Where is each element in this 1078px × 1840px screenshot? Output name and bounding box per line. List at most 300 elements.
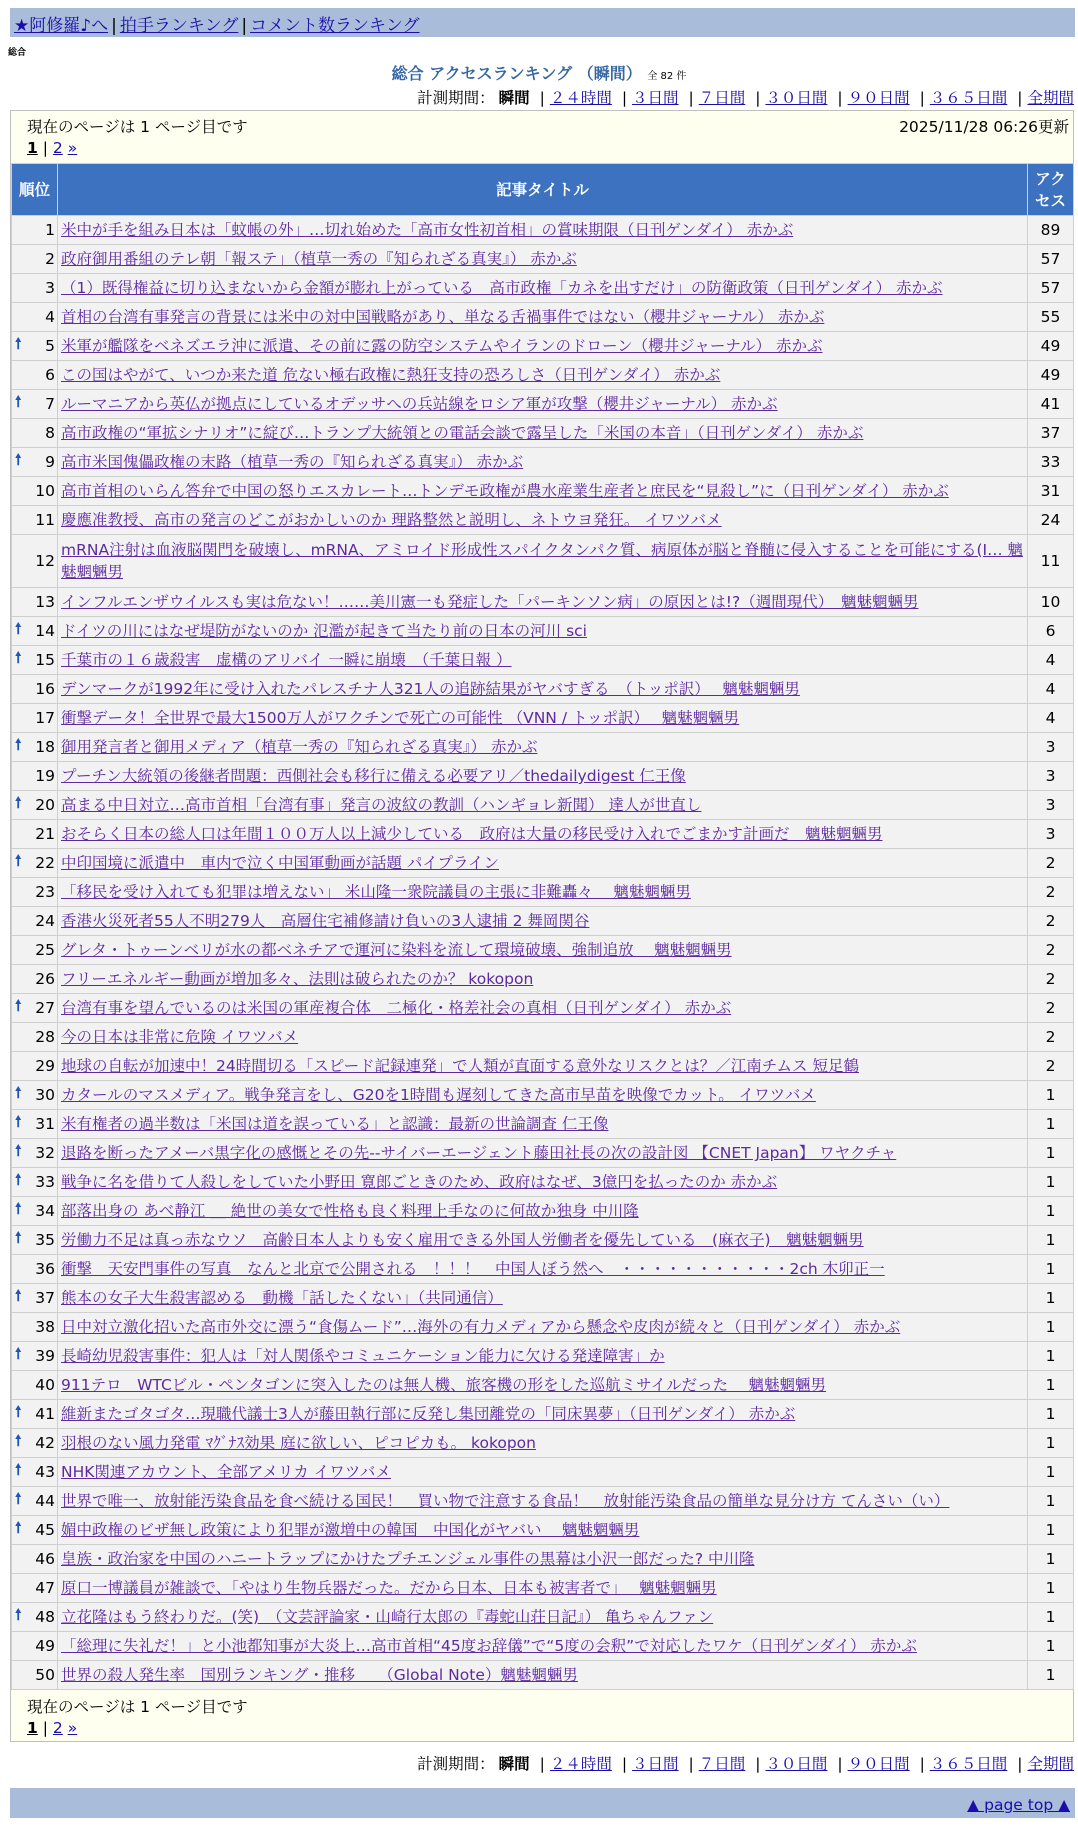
article-title-link[interactable]: 米有権者の過半数は「米国は道を誤っている」と認識：最新の世論調査 仁王像 [61, 1115, 609, 1133]
article-title-link[interactable]: ドイツの川にはなぜ堤防がないのか 氾濫が起きて当たり前の日本の河川 sci [61, 622, 587, 640]
ranking-table-body [12, 216, 1074, 1690]
rank-cell [12, 361, 58, 390]
rank-number: 37 [35, 1289, 55, 1307]
rank-number: 44 [35, 1492, 55, 1510]
rank-cell [12, 1168, 58, 1197]
period-7d-link[interactable]: ７日間 [698, 1755, 746, 1773]
table-row [12, 936, 1074, 965]
article-title-link[interactable]: 衝撃 天安門事件の写真 なんと北京で公開される ！！！ 中国人ぼう然へ ・・・・・・・・・・・2ch 木卯正一 [61, 1260, 885, 1278]
table-row [12, 762, 1074, 791]
article-title-link[interactable]: 高市首相のいらん答弁で中国の怒りエスカレート…トンデモ政権が農水産業生産者と庶民を“見殺し”に（日刊ゲンダイ） 赤かぶ [61, 482, 949, 500]
table-row [12, 965, 1074, 994]
title-cell [58, 1255, 1028, 1284]
title-cell [58, 1487, 1028, 1516]
rank-cell [12, 1516, 58, 1545]
title-cell [58, 1023, 1028, 1052]
rank-cell [12, 303, 58, 332]
access-count: 6 [1028, 617, 1074, 646]
up-arrow-icon: 🠕 [15, 1228, 22, 1247]
up-arrow-icon: 🠕 [15, 1141, 22, 1160]
period-separator: | [539, 89, 545, 107]
article-title-link[interactable]: 維新またゴタゴタ…現職代議士3人が藤田執行部に反発し集団離党の「同床異夢」（日刊ゲンダイ） 赤かぶ [61, 1405, 796, 1423]
access-count: 3 [1028, 791, 1074, 820]
article-title-link[interactable]: 香港火災死者55人不明279人 高層住宅補修請け負いの3人逮捕 2 舞岡関谷 [61, 912, 590, 930]
table-row [12, 588, 1074, 617]
period-all-link[interactable]: 全期間 [1027, 89, 1074, 107]
rank-number: 33 [35, 1173, 55, 1191]
up-arrow-icon: 🠕 [15, 1344, 22, 1363]
access-count: 41 [1028, 390, 1074, 419]
article-title-link[interactable]: 慶應准教授、高市の発言のどこがおかしいのか 理路整然と説明し、ネトウヨ発狂。 イワツバメ [61, 511, 722, 529]
rank-cell [12, 1487, 58, 1516]
rank-number: 19 [35, 767, 55, 785]
table-row [12, 1168, 1074, 1197]
article-title-link[interactable]: 今の日本は非常に危険 イワツバメ [61, 1028, 299, 1046]
access-count: 33 [1028, 448, 1074, 477]
access-count: 1 [1028, 1429, 1074, 1458]
article-title-link[interactable]: フリーエネルギー動画が増加多々、法則は破られたのか？ kokopon [61, 970, 534, 988]
period-3d-link[interactable]: ３日間 [632, 1755, 679, 1773]
rank-cell [12, 506, 58, 535]
title-cell [58, 390, 1028, 419]
table-row [12, 419, 1074, 448]
rank-number: 14 [35, 622, 55, 640]
rank-cell [12, 390, 58, 419]
title-cell [58, 704, 1028, 733]
rank-number: 26 [35, 970, 55, 988]
pager-bottom: 1 | 2 » [27, 1719, 78, 1737]
access-count: 1 [1028, 1284, 1074, 1313]
rank-cell [12, 791, 58, 820]
table-row [12, 1661, 1074, 1690]
home-link[interactable]: ★阿修羅♪へ [14, 16, 109, 36]
rank-number: 13 [35, 593, 55, 611]
article-title-link[interactable]: mRNA注射は血液脳関門を破壊し、mRNA、アミロイド形成性スパイクタンパク質、病原体が脳と脊髄に侵入することを可能にする(I… 魑魅魍魎男 [61, 541, 1024, 581]
up-arrow-icon: 🠕 [15, 735, 22, 754]
rank-number: 16 [35, 680, 55, 698]
rank-cell [12, 477, 58, 506]
period-90d-link[interactable]: ９０日間 [847, 89, 910, 107]
period-separator: | [755, 1755, 761, 1773]
rank-number: 15 [35, 651, 55, 669]
article-title-link[interactable]: 退路を断ったアメーバ黒字化の感慨とその先--サイバーエージェント藤田社長の次の設計図 【CNET Japan】 ワヤクチャ [61, 1144, 897, 1162]
rank-number: 41 [35, 1405, 55, 1423]
rank-number: 50 [35, 1666, 55, 1684]
period-separator: | [621, 1755, 628, 1773]
title-cell [58, 1226, 1028, 1255]
rank-cell [12, 419, 58, 448]
up-arrow-icon: 🠕 [15, 1170, 22, 1189]
rank-number: 46 [35, 1550, 55, 1568]
rank-number: 5 [45, 337, 55, 355]
title-column-header: 記事タイトル [58, 164, 1028, 216]
access-count: 1 [1028, 1516, 1074, 1545]
table-row [12, 245, 1074, 274]
rank-number: 43 [35, 1463, 55, 1481]
period-7d-link[interactable]: ７日間 [698, 89, 746, 107]
article-title-link[interactable]: NHK関連アカウント、全部アメリカ イワツバメ [61, 1463, 391, 1481]
period-24h-link[interactable]: ２４時間 [549, 89, 612, 107]
article-title-link[interactable]: 立花隆はもう終わりだ。(笑) （文芸評論家・山崎行太郎の『毒蛇山荘日記』） 亀ちゃんファン [61, 1608, 714, 1626]
page-top-link[interactable]: ▲ page top ▲ [967, 1796, 1070, 1814]
title-cell [58, 849, 1028, 878]
rank-number: 21 [35, 825, 55, 843]
access-count: 31 [1028, 477, 1074, 506]
up-arrow-icon: 🠕 [15, 648, 22, 667]
rank-cell [12, 1023, 58, 1052]
table-header-row [12, 164, 1074, 216]
period-365d-link[interactable]: ３６５日間 [929, 89, 1008, 107]
title-cell [58, 1197, 1028, 1226]
title-cell [58, 419, 1028, 448]
table-row [12, 675, 1074, 704]
rank-number: 22 [35, 854, 55, 872]
pager-page-2-link[interactable]: 2 [52, 1719, 63, 1737]
access-count: 1 [1028, 1574, 1074, 1603]
rank-number: 12 [35, 552, 55, 570]
period-24h-link[interactable]: ２４時間 [549, 1755, 612, 1773]
rank-number: 10 [35, 482, 55, 500]
rank-cell [12, 1661, 58, 1690]
updated-time: 2025/11/28 06:26更新 [899, 118, 1069, 136]
rank-number: 17 [35, 709, 55, 727]
title-cell [58, 762, 1028, 791]
access-count: 2 [1028, 1052, 1074, 1081]
rank-number: 45 [35, 1521, 55, 1539]
period-separator: | [919, 89, 925, 107]
table-row [12, 1603, 1074, 1632]
title-cell [58, 588, 1028, 617]
title-cell [58, 994, 1028, 1023]
rank-cell [12, 1081, 58, 1110]
rank-cell [12, 704, 58, 733]
article-title-link[interactable]: ルーマニアから英仏が拠点にしているオデッサへの兵站線をロシア軍が攻撃（櫻井ジャーナル） 赤かぶ [61, 395, 778, 413]
rank-cell [12, 675, 58, 704]
access-column-header: アクセス [1028, 164, 1074, 216]
rank-cell [12, 1545, 58, 1574]
title-cell [58, 1516, 1028, 1545]
article-title-link[interactable]: 政府御用番組のテレ朝「報ステ」（植草一秀の『知られざる真実』） 赤かぶ [61, 250, 577, 268]
nav-separator: | [241, 16, 248, 36]
period-30d-link[interactable]: ３０日間 [765, 1755, 828, 1773]
article-title-link[interactable]: インフルエンザウイルスも実は危ない！……美川憲一も発症した「パーキンソン病」の原因とは!?（週間現代） 魑魅魍魎男 [61, 593, 919, 611]
article-title-link[interactable]: 媚中政権のビザ無し政策により犯罪が激増中の韓国 中国化がヤバい 魑魅魍魎男 [61, 1521, 640, 1539]
rank-column-header: 順位 [12, 164, 58, 216]
rank-number: 3 [45, 279, 55, 297]
table-row [12, 1255, 1074, 1284]
up-arrow-icon: 🠕 [15, 450, 22, 469]
table-row [12, 849, 1074, 878]
rank-cell [12, 274, 58, 303]
pager-current: 1 [27, 1719, 38, 1737]
rank-cell [12, 1342, 58, 1371]
rank-cell [12, 878, 58, 907]
article-title-link[interactable]: 米中が手を組み日本は「蚊帳の外」…切れ始めた「高市女性初首相」の賞味期限（日刊ゲンダイ） 赤かぶ [61, 221, 794, 239]
period-90d-link[interactable]: ９０日間 [847, 1755, 910, 1773]
article-title-link[interactable]: 戦争に名を借りて人殺しをしていた小野田 寛郎ごときのため、政府はなぜ、3億円を払ったのか 赤かぶ [61, 1173, 778, 1191]
rank-cell [12, 994, 58, 1023]
item-count: 全 82 件 [647, 71, 687, 82]
rank-cell [12, 1226, 58, 1255]
article-title-link[interactable]: 労働力不足は真っ赤なウソ 高齢日本人よりも安く雇用できる外国人労働者を優先している (麻衣子) 魑魅魍魎男 [61, 1231, 864, 1249]
table-row [12, 733, 1074, 762]
clap-ranking-link[interactable]: 拍手ランキング [119, 16, 239, 36]
rank-cell [12, 1110, 58, 1139]
rank-cell [12, 617, 58, 646]
title-cell [58, 1052, 1028, 1081]
access-count: 1 [1028, 1632, 1074, 1661]
article-title-link[interactable]: 高まる中日対立…高市首相「台湾有事」発言の波紋の教訓（ハンギョレ新聞） 達人が世直し [61, 796, 702, 814]
table-row [12, 535, 1074, 588]
table-row [12, 1458, 1074, 1487]
rank-number: 48 [35, 1608, 55, 1626]
article-title-link[interactable]: 中印国境に派遣中 車内で泣く中国軍動画が話題 パイプライン [61, 854, 499, 872]
article-title-link[interactable]: 皇族・政治家を中国のハニートラップにかけたプチエンジェル事件の黒幕は小沢一郎だった? 中川隆 [61, 1550, 755, 1568]
rank-number: 7 [45, 395, 55, 413]
comment-ranking-link[interactable]: コメント数ランキング [250, 16, 420, 36]
bottom-bar [10, 1788, 1075, 1818]
article-title-link[interactable]: 世界の殺人発生率 国別ランキング・推移 （Global Note）魑魅魍魎男 [61, 1666, 578, 1684]
period-separator: | [755, 89, 761, 107]
rank-number: 11 [35, 511, 55, 529]
article-title-link[interactable]: 原口一博議員が雑談で、「やはり生物兵器だった。だから日本、日本も被害者で」 魑魅魍魎男 [61, 1579, 717, 1597]
period-separator: | [837, 89, 843, 107]
title-cell [58, 1110, 1028, 1139]
rank-cell [12, 535, 58, 588]
rank-number: 28 [35, 1028, 55, 1046]
rank-number: 27 [35, 999, 55, 1017]
article-title-link[interactable]: 高市政権の“軍拡シナリオ”に綻び…トランプ大統領との電話会談で露呈した「米国の本音」（日刊ゲンダイ） 赤かぶ [61, 424, 864, 442]
access-count: 1 [1028, 1110, 1074, 1139]
access-count: 4 [1028, 646, 1074, 675]
category-label: 総合 [8, 48, 27, 58]
article-title-link[interactable]: 世界で唯一、放射能汚染食品を食べ続ける国民！ 買い物で注意する食品！ 放射能汚染食品の簡単な見分け方 てんさい（い） [61, 1492, 950, 1510]
table-row [12, 617, 1074, 646]
access-count: 11 [1028, 535, 1074, 588]
article-title-link[interactable]: （1）既得権益に切り込まないから金額が膨れ上がっている 高市政権「カネを出すだけ」の防衛政策（日刊ゲンダイ） 赤かぶ [61, 279, 943, 297]
rank-cell [12, 588, 58, 617]
rank-cell [12, 1429, 58, 1458]
access-count: 1 [1028, 1545, 1074, 1574]
access-count: 2 [1028, 878, 1074, 907]
rank-number: 25 [35, 941, 55, 959]
article-title-link[interactable]: 地球の自転が加速中！24時間切る「スピード記録連発」で人類が直面する意外なリスクとは？／江南チムス 短足鶴 [61, 1057, 859, 1075]
article-title-link[interactable]: おそらく日本の総人口は年間１００万人以上減少している 政府は大量の移民受け入れでごまかす計画だ 魑魅魍魎男 [61, 825, 883, 843]
table-row [12, 1342, 1074, 1371]
article-title-link[interactable]: 日中対立激化招いた高市外交に漂う“食傷ムード”…海外の有力メディアから懸念や皮肉が続々と（日刊ゲンダイ） 赤かぶ [61, 1318, 901, 1336]
rank-number: 40 [35, 1376, 55, 1394]
article-title-link[interactable]: 衝撃データ！全世界で最大1500万人がワクチンで死亡の可能性 （VNN / トッポ訳） 魑魅魍魎男 [61, 709, 740, 727]
rank-number: 39 [35, 1347, 55, 1365]
article-title-link[interactable]: デンマークが1992年に受け入れたパレスチナ人321人の追跡結果がヤバすぎる （トッポ訳） 魑魅魍魎男 [61, 680, 800, 698]
title-cell [58, 506, 1028, 535]
table-row [12, 390, 1074, 419]
title-cell [58, 245, 1028, 274]
rank-number: 29 [35, 1057, 55, 1075]
article-title-link[interactable]: 部落出身の あべ静江 ＿ 絶世の美女で性格も良く料理上手なのに何故か独身 中川隆 [61, 1202, 639, 1220]
period-365d-link[interactable]: ３６５日間 [929, 1755, 1008, 1773]
period-all-link[interactable]: 全期間 [1027, 1755, 1074, 1773]
article-title-link[interactable]: 「総理に失礼だ！」と小池都知事が大炎上…高市首相“45度お辞儀”で“5度の会釈”で対応したワケ（日刊ゲンダイ） 赤かぶ [61, 1637, 917, 1655]
up-arrow-icon: 🠕 [15, 851, 22, 870]
period-selector-bottom [417, 1752, 1074, 1774]
table-row [12, 1313, 1074, 1342]
article-title-link[interactable]: 羽根のない風力発電 ﾏｸﾞﾅｽ効果 庭に欲しい、ピコピカも。 kokopon [61, 1434, 536, 1452]
table-row [12, 878, 1074, 907]
ranking-panel [10, 110, 1074, 1742]
table-row [12, 477, 1074, 506]
table-row [12, 506, 1074, 535]
access-count: 3 [1028, 762, 1074, 791]
access-count: 1 [1028, 1313, 1074, 1342]
rank-cell [12, 762, 58, 791]
title-cell [58, 733, 1028, 762]
article-title-link[interactable]: この国はやがて、いつか来た道 危ない極右政権に熱狂支持の恐ろしさ（日刊ゲンダイ） 赤かぶ [61, 366, 721, 384]
access-count: 2 [1028, 1023, 1074, 1052]
title-cell [58, 274, 1028, 303]
title-cell [58, 1429, 1028, 1458]
period-30d-link[interactable]: ３０日間 [765, 89, 828, 107]
access-count: 37 [1028, 419, 1074, 448]
table-row [12, 274, 1074, 303]
rank-number: 6 [45, 366, 55, 384]
title-cell [58, 1284, 1028, 1313]
table-row [12, 791, 1074, 820]
rank-number: 32 [35, 1144, 55, 1162]
rank-number: 24 [35, 912, 55, 930]
rank-cell [12, 907, 58, 936]
article-title-link[interactable]: 千葉市の１６歳殺害 虚構のアリバイ 一瞬に崩壊 （千葉日報 ） [61, 651, 512, 669]
rank-number: 30 [35, 1086, 55, 1104]
period-separator: | [1017, 1755, 1023, 1773]
pager-page-2-link[interactable]: 2 [52, 139, 63, 157]
access-count: 4 [1028, 704, 1074, 733]
page-title-text: 総合 アクセスランキング （瞬間） [391, 64, 642, 83]
access-count: 2 [1028, 936, 1074, 965]
access-count: 2 [1028, 907, 1074, 936]
pager-next-link[interactable]: » [67, 1719, 78, 1737]
table-row [12, 646, 1074, 675]
access-count: 49 [1028, 361, 1074, 390]
period-separator: | [688, 89, 694, 107]
rank-number: 49 [35, 1637, 55, 1655]
period-selector-top [417, 86, 1074, 108]
up-arrow-icon: 🠕 [15, 1518, 22, 1537]
period-separator: | [539, 1755, 545, 1773]
up-arrow-icon: 🠕 [15, 996, 22, 1015]
article-title-link[interactable]: カタールのマスメディア。戦争発言をし、G20を1時間も遅刻してきた高市早苗を映像でカット。 イワツバメ [61, 1086, 816, 1104]
rank-cell [12, 1632, 58, 1661]
article-title-link[interactable]: 高市米国傀儡政権の末路（植草一秀の『知られざる真実』） 赤かぶ [61, 453, 524, 471]
access-count: 2 [1028, 994, 1074, 1023]
table-row [12, 1429, 1074, 1458]
access-count: 4 [1028, 675, 1074, 704]
access-count: 1 [1028, 1139, 1074, 1168]
table-row [12, 820, 1074, 849]
title-cell [58, 878, 1028, 907]
access-count: 49 [1028, 332, 1074, 361]
article-title-link[interactable]: 台湾有事を望んでいるのは米国の軍産複合体 二極化・格差社会の真相（日刊ゲンダイ） 赤かぶ [61, 999, 732, 1017]
up-arrow-icon: 🠕 [15, 1112, 22, 1131]
rank-number: 18 [35, 738, 55, 756]
article-title-link[interactable]: 米軍が艦隊をベネズエラ沖に派遣、その前に露の防空システムやイランのドローン（櫻井ジャーナル） 赤かぶ [61, 337, 823, 355]
up-arrow-icon: 🠕 [15, 1083, 22, 1102]
up-arrow-icon: 🠕 [15, 619, 22, 638]
title-cell [58, 1545, 1028, 1574]
rank-number: 8 [45, 424, 55, 442]
article-title-link[interactable]: 御用発言者と御用メディア（植草一秀の『知られざる真実』） 赤かぶ [61, 738, 538, 756]
title-cell [58, 1458, 1028, 1487]
article-title-link[interactable]: 長崎幼児殺害事件：犯人は「対人関係やコミュニケーション能力に欠ける発達障害」か [61, 1347, 665, 1365]
title-cell [58, 617, 1028, 646]
access-count: 3 [1028, 820, 1074, 849]
article-title-link[interactable]: プーチン大統領の後継者問題：西側社会も移行に備える必要アリ／thedailydigest 仁王像 [61, 767, 686, 785]
access-count: 1 [1028, 1603, 1074, 1632]
rank-cell [12, 1400, 58, 1429]
table-row [12, 361, 1074, 390]
access-count: 1 [1028, 1487, 1074, 1516]
rank-number: 38 [35, 1318, 55, 1336]
rank-cell [12, 216, 58, 245]
access-count: 1 [1028, 1458, 1074, 1487]
access-count: 1 [1028, 1168, 1074, 1197]
rank-cell [12, 245, 58, 274]
rank-cell [12, 332, 58, 361]
title-cell [58, 361, 1028, 390]
article-title-link[interactable]: 熊本の女子大生殺害認める 動機「話したくない」（共同通信） [61, 1289, 503, 1307]
rank-cell [12, 1313, 58, 1342]
title-cell [58, 477, 1028, 506]
table-row [12, 216, 1074, 245]
article-title-link[interactable]: 「移民を受け入れても犯罪は増えない」 米山隆一衆院議員の主張に非難轟々 魑魅魍魎男 [61, 883, 691, 901]
table-row [12, 1516, 1074, 1545]
rank-number: 31 [35, 1115, 55, 1133]
period-3d-link[interactable]: ３日間 [632, 89, 679, 107]
table-row [12, 907, 1074, 936]
title-cell [58, 216, 1028, 245]
title-cell [58, 820, 1028, 849]
title-cell [58, 1313, 1028, 1342]
table-row [12, 1226, 1074, 1255]
rank-number: 23 [35, 883, 55, 901]
page-info-bottom: 現在のページは 1 ページ目です [27, 1698, 248, 1716]
article-title-link[interactable]: 首相の台湾有事発言の背景には米中の対中国戦略があり、単なる舌禍事件ではない（櫻井ジャーナル） 赤かぶ [61, 308, 825, 326]
title-cell [58, 448, 1028, 477]
table-row [12, 1545, 1074, 1574]
access-count: 10 [1028, 588, 1074, 617]
period-separator: | [688, 1755, 694, 1773]
table-row [12, 1574, 1074, 1603]
access-count: 1 [1028, 1255, 1074, 1284]
rank-number: 34 [35, 1202, 55, 1220]
rank-cell [12, 646, 58, 675]
pager-top: 1 | 2 » [27, 139, 78, 157]
table-row [12, 704, 1074, 733]
rank-cell [12, 1458, 58, 1487]
pager-next-link[interactable]: » [67, 139, 78, 157]
up-arrow-icon: 🠕 [15, 1199, 22, 1218]
rank-number: 20 [35, 796, 55, 814]
access-count: 57 [1028, 274, 1074, 303]
page-info-top: 現在のページは 1 ページ目です [27, 118, 248, 136]
access-count: 89 [1028, 216, 1074, 245]
period-label: 計測期間： [417, 1755, 495, 1773]
rank-cell [12, 1052, 58, 1081]
title-cell [58, 907, 1028, 936]
rank-number: 47 [35, 1579, 55, 1597]
article-title-link[interactable]: グレタ・トゥーンベリが水の都ベネチアで運河に染料を流して環境破壊、強制追放 魑魅魍魎男 [61, 941, 732, 959]
article-title-link[interactable]: 911テロ WTCビル・ペンタゴンに突入したのは無人機、旅客機の形をした巡航ミサイルだった 魑魅魍魎男 [61, 1376, 827, 1394]
